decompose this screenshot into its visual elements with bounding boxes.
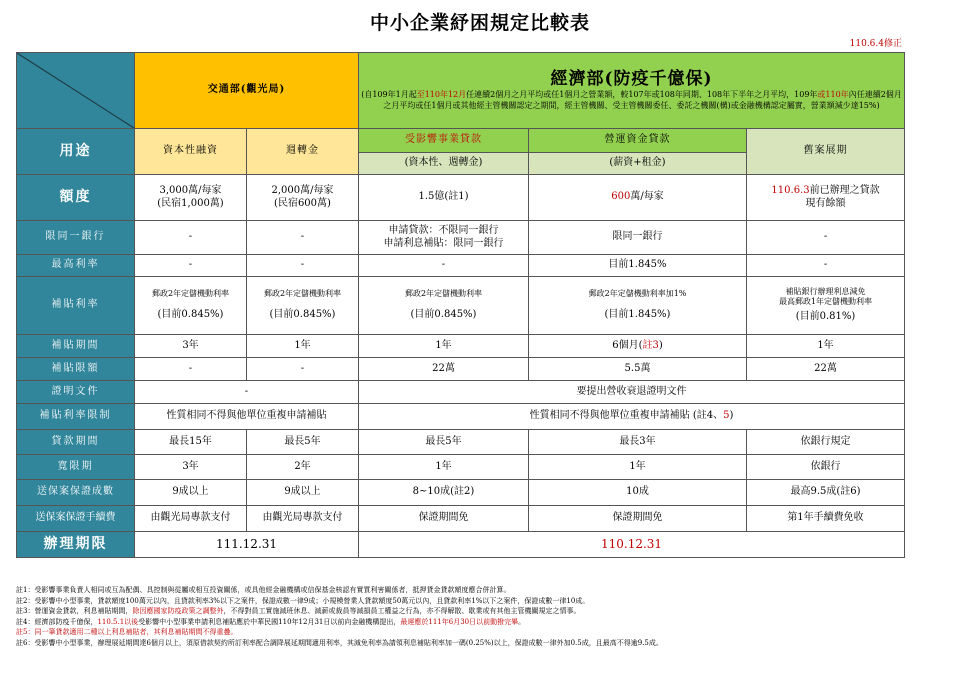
row-label-subsidy-rate: 補貼利率: [17, 277, 135, 335]
cell-restriction-moea: 性質相同不得與他單位重複申請補貼 (註4、5): [359, 404, 905, 430]
footnote-1: 註1：受影響事業負責人相同或互為配偶、具控制與從屬或相互投資關係，或具他經金融機構或信保基金核認有實質利害關係者，抵押貸金貸款額度應合併計算。: [16, 586, 511, 594]
col-header-extension: 舊案展期: [747, 129, 905, 175]
cell-amount-c2: 2,000萬/每家 (民宿600萬): [247, 175, 359, 221]
cell-subrate-c3: 郵政2年定儲機動利率 (目前0.845%): [359, 277, 529, 335]
row-label-amount: 額度: [17, 175, 135, 221]
cell-deadline-moea: 110.12.31: [359, 532, 905, 558]
cell-loanperiod-c2: 最長5年: [247, 430, 359, 455]
table-row: [17, 277, 905, 335]
col-header-capital: 資本性融資: [135, 129, 247, 175]
page-title: 中小企業紓困規定比較表: [369, 12, 590, 34]
col-header-operating: 營運資金貸款: [529, 129, 747, 153]
row-label-subsidy-limit: 補貼限額: [17, 358, 135, 381]
cell-samebank-c4: 限同一銀行: [529, 221, 747, 255]
row-label-guarantee-ratio: 送保案保證成數: [17, 480, 135, 506]
cell-samebank-c1: -: [135, 221, 247, 255]
table-row: [17, 455, 905, 480]
row-label-deadline: 辦理期限: [17, 532, 135, 558]
footnote-4: 註4：經濟部防疫千億保，110.5.1以後受影響中小型事業申請利息補貼應於中華民國110年12月31日以前向金融機構提出，最遲應於111年6月30日以前動撥完畢。: [16, 617, 526, 626]
table-row: [17, 358, 905, 381]
cell-deadline-mot: 111.12.31: [135, 532, 359, 558]
cell-sublimit-c4: 5.5萬: [529, 358, 747, 381]
cell-loanperiod-c1: 最長15年: [135, 430, 247, 455]
cell-subperiod-c3: 1年: [359, 335, 529, 358]
row-label-max-rate: 最高利率: [17, 255, 135, 277]
cell-gfee-c2: 由觀光局專款支付: [247, 506, 359, 532]
row-label-loan-period: 貸款期間: [17, 430, 135, 455]
cell-amount-c1: 3,000萬/每家 (民宿1,000萬): [135, 175, 247, 221]
cell-subrate-c1: 郵政2年定儲機動利率 (目前0.845%): [135, 277, 247, 335]
cell-subrate-c4: 郵政2年定儲機動利率加1% (目前1.845%): [529, 277, 747, 335]
footnote-2: 註2：受影響中小型事業，貸款額度100萬元以內，且貸款利率3%以下之案件，保證成數一律9成；小規模營業人貸款額度50萬元以內，且貸款利率1%以下之案件，保證成數一律10成。: [16, 596, 590, 605]
cell-maxrate-c4: 目前1.845%: [529, 255, 747, 277]
table-row: [17, 381, 905, 404]
moea-description: (自109年1月起至110年12月任連續2個月之月平均或任1個月之營業額，較107年或108年同期、108年下半年之月平均，109年或110年內任連續2個月之月平均或任1個月或其他經主管機關認定之期間，經主管機關、受主管機關委任、委託之機關(構)或金融機構認定屬實，營業額減少達15%): [361, 90, 902, 111]
row-label-same-bank: 限同一銀行: [17, 221, 135, 255]
footnotes: [16, 585, 936, 648]
cell-amount-c5: 110.6.3前已辦理之貸款 現有餘額: [747, 175, 905, 221]
table-row: [17, 404, 905, 430]
cell-samebank-c3: 申請貸款：不限同一銀行 申請利息補貼：限同一銀行: [359, 221, 529, 255]
cell-subrate-c5: 補貼銀行辦理利息減免 最高郵政1年定儲機動利率 (目前0.81%): [747, 277, 905, 335]
cell-docs-moea: 要提出營收衰退證明文件: [359, 381, 905, 404]
col-subheader-affected: (資本性、週轉金): [359, 153, 529, 175]
cell-gfee-c4: 保證期間免: [529, 506, 747, 532]
footnote-6: 註6：受影響中小型事業，辦理展延期間達6個月以上，須原借款契約所訂利率配合調降展延期間適用利率，其減免利率為請領利息補貼利率加一碼(0.25%)以上，保證成數一律外加0.5成，且最高不得逾9.5成。: [16, 638, 663, 647]
mot-header: 交通部(觀光局): [135, 53, 359, 129]
table-row: [17, 506, 905, 532]
comparison-table: [16, 52, 905, 558]
cell-grace-c3: 1年: [359, 455, 529, 480]
table-row: [17, 175, 905, 221]
cell-grace-c2: 2年: [247, 455, 359, 480]
cell-subperiod-c1: 3年: [135, 335, 247, 358]
cell-maxrate-c2: -: [247, 255, 359, 277]
revision-date: 110.6.4修正: [849, 39, 902, 49]
row-label-purpose: 用途: [17, 129, 135, 175]
cell-gratio-c2: 9成以上: [247, 480, 359, 506]
cell-samebank-c5: -: [747, 221, 905, 255]
cell-subperiod-c2: 1年: [247, 335, 359, 358]
cell-sublimit-c5: 22萬: [747, 358, 905, 381]
table-row: [17, 430, 905, 455]
cell-gfee-c3: 保證期間免: [359, 506, 529, 532]
row-label-docs: 證明文件: [17, 381, 135, 404]
cell-loanperiod-c4: 最長3年: [529, 430, 747, 455]
cell-maxrate-c1: -: [135, 255, 247, 277]
cell-loanperiod-c3: 最長5年: [359, 430, 529, 455]
cell-sublimit-c3: 22萬: [359, 358, 529, 381]
diagonal-line: [17, 53, 134, 128]
cell-grace-c4: 1年: [529, 455, 747, 480]
table-row: [17, 480, 905, 506]
table-row: [17, 255, 905, 277]
cell-samebank-c2: -: [247, 221, 359, 255]
row-label-guarantee-fee: 送保案保證手續費: [17, 506, 135, 532]
cell-maxrate-c3: -: [359, 255, 529, 277]
moea-header: [359, 53, 905, 129]
cell-gratio-c1: 9成以上: [135, 480, 247, 506]
row-label-restriction: 補貼利率限制: [17, 404, 135, 430]
cell-sublimit-c2: -: [247, 358, 359, 381]
footnote-3: 註3：營運資金貸款，利息補貼期間，除因應國家防疫政策之調整外，不得對員工實施減班休息、減薪或裁員等減損員工權益之行為，亦不得解散、歇業或有其他主管機關規定之情事。: [16, 607, 581, 615]
table-row: [17, 221, 905, 255]
table-row: [17, 335, 905, 358]
cell-gratio-c5: 最高9.5成(註6): [747, 480, 905, 506]
row-label-grace: 寬限期: [17, 455, 135, 480]
col-header-affected: 受影響事業貸款: [359, 129, 529, 153]
cell-loanperiod-c5: 依銀行規定: [747, 430, 905, 455]
cell-grace-c5: 依銀行: [747, 455, 905, 480]
cell-maxrate-c5: -: [747, 255, 905, 277]
cell-subrate-c2: 郵政2年定儲機動利率 (目前0.845%): [247, 277, 359, 335]
cell-restriction-mot: 性質相同不得與他單位重複申請補貼: [135, 404, 359, 430]
col-subheader-operating: (薪資+租金): [529, 153, 747, 175]
cell-gfee-c5: 第1年手續費免收: [747, 506, 905, 532]
corner-cell: [17, 53, 135, 129]
cell-gfee-c1: 由觀光局專款支付: [135, 506, 247, 532]
cell-subperiod-c5: 1年: [747, 335, 905, 358]
cell-grace-c1: 3年: [135, 455, 247, 480]
cell-amount-c3: 1.5億(註1): [359, 175, 529, 221]
footnote-5: 註5：同一筆貸款適用二種以上利息補貼者，其利息補貼期間不得重疊。: [16, 628, 238, 636]
moea-title: 經濟部(防疫千億保): [550, 69, 713, 90]
col-header-working: 週轉金: [247, 129, 359, 175]
cell-sublimit-c1: -: [135, 358, 247, 381]
cell-docs-mot: -: [135, 381, 359, 404]
row-label-subsidy-period: 補貼期間: [17, 335, 135, 358]
table-row: [17, 532, 905, 558]
cell-gratio-c4: 10成: [529, 480, 747, 506]
cell-amount-c4: 600萬/每家: [529, 175, 747, 221]
cell-gratio-c3: 8~10成(註2): [359, 480, 529, 506]
cell-subperiod-c4: 6個月(註3): [529, 335, 747, 358]
